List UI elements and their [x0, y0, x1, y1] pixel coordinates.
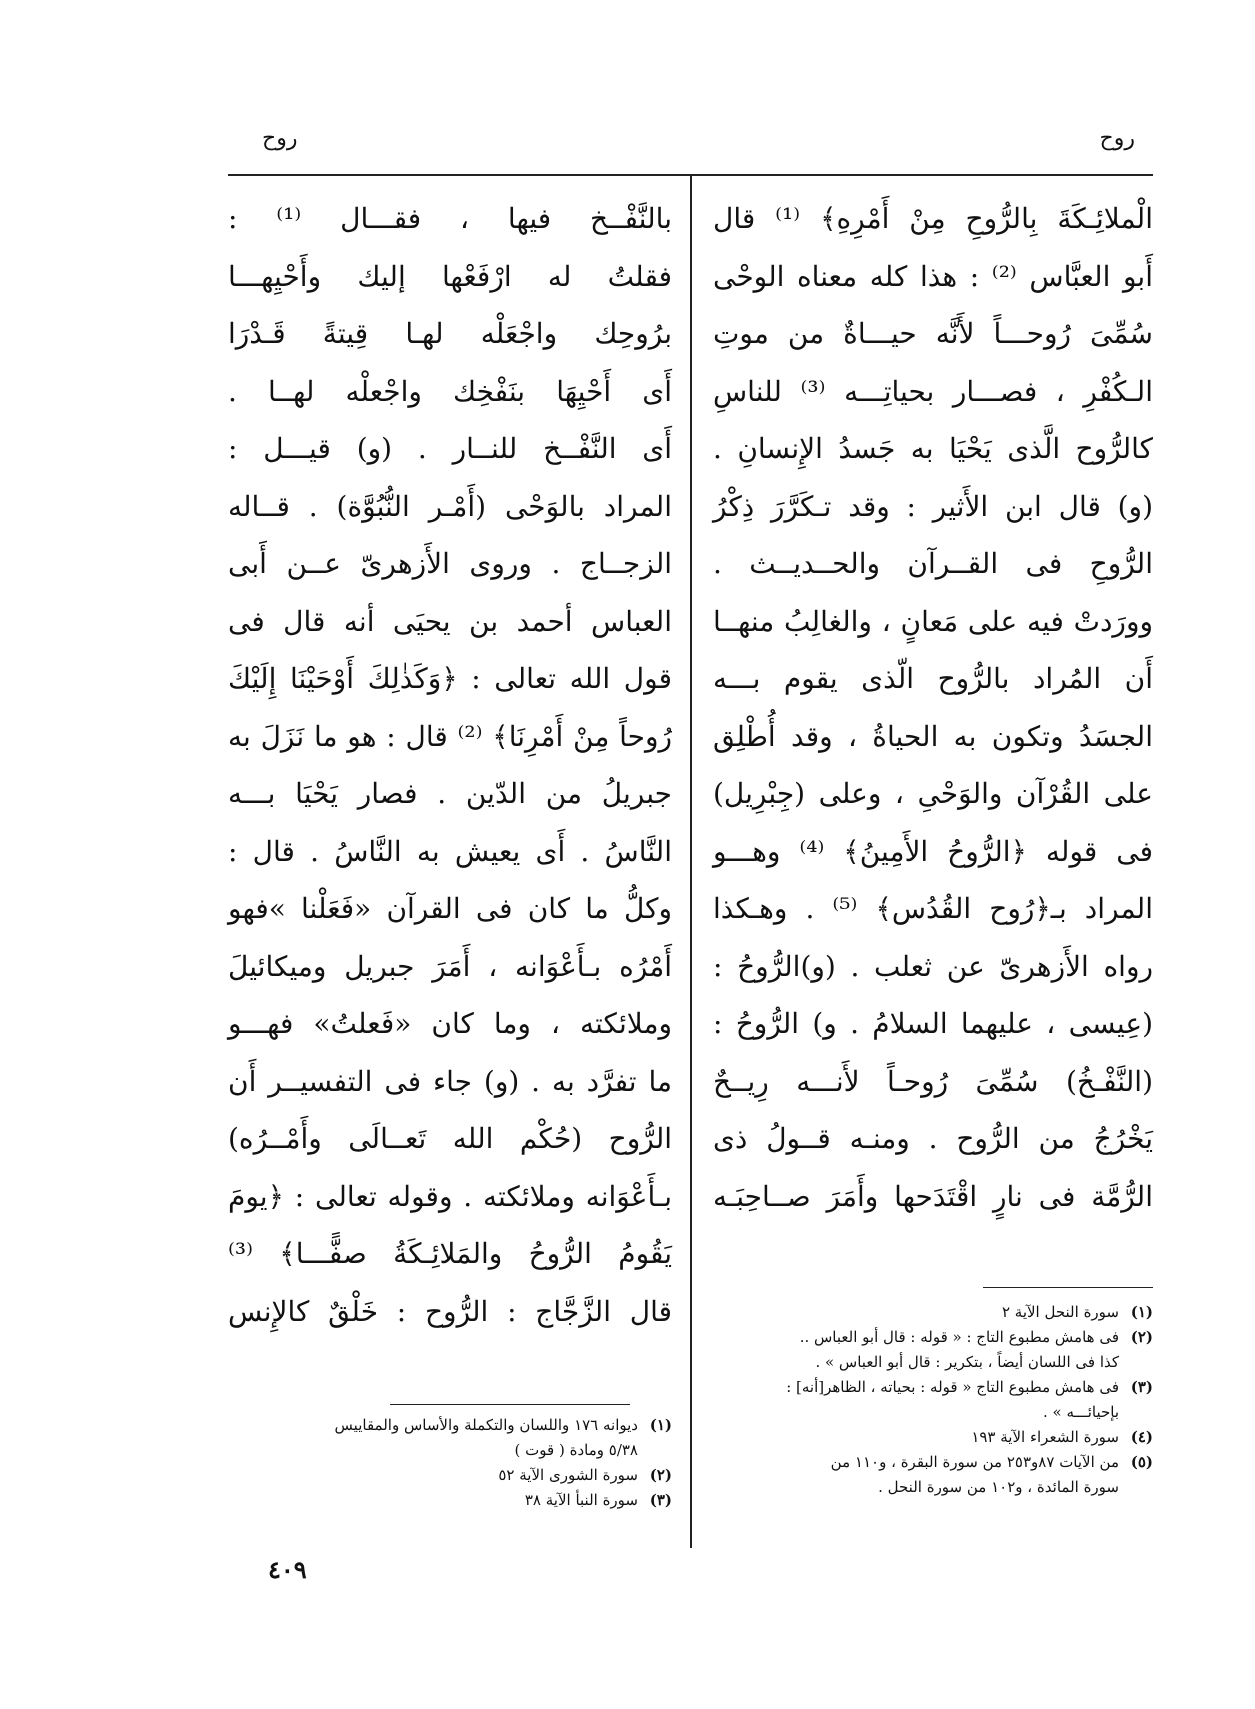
footnote [713, 1425, 1153, 1450]
footnote-text: ٥/٣٨ ومادة ( قوت ) [514, 1441, 638, 1459]
text-line: رواه الأَزهرىّ عن ثعلب . (و)الرُّوحُ : [713, 949, 1153, 983]
right-column-text [713, 190, 1153, 1225]
text-line: أَمْرُه بـأَعْوَانه ، أَمَرَ جبريل وميكائيلَ [228, 949, 672, 983]
text-line: برُوحِك واجْعَلْه لهـا قِيتةً قَـدْرَا [228, 317, 672, 350]
footnote-text: سورة المائدة ، و١٠٢ من سورة النحل . [878, 1478, 1119, 1496]
text-line: (و) قال ابن الأَثير : وقد تـكَرَّرَ ذِكْرُ [713, 489, 1153, 523]
running-header-right: روح [1099, 126, 1135, 151]
footnote-number: (١) [1130, 1303, 1153, 1321]
footnote-rule-left [390, 1404, 630, 1405]
footnote-text: فى هامش مطبوع التاج : « قوله : قال أبو العباس .. [799, 1328, 1119, 1346]
footnote-text: سورة النبأ الآية ٣٨ [524, 1491, 638, 1509]
text-line: العباس أحمد بن يحيَى أنه قال فى [228, 604, 672, 638]
text-line: أَن المُراد بالرُّوح الّذى يقوم بـــه [713, 662, 1153, 695]
footnote [228, 1488, 672, 1513]
footnotes-left [228, 1413, 672, 1513]
footnote-text: سورة الشعراء الآية ١٩٣ [971, 1428, 1119, 1446]
text-line: على القُرْآن والوَحْىِ ، وعلى (جِبْرِيل) [713, 777, 1153, 810]
footnote-text: من الآيات ٨٧و٢٥٣ من سورة البقرة ، و١١٠ من [830, 1453, 1119, 1471]
text-line: أَى أَحْيِهَا بنَفْخِك واجْعلْه لهــا . [228, 374, 672, 408]
text-line: قول الله تعالى : ﴿وَكَذٰلِكَ أَوْحَيْنَا إِلَيْكَ [228, 662, 672, 695]
text-line: المراد بـ﴿رُوح القُدُس﴾ ⁽⁵⁾ . وهـكذا [713, 892, 1153, 925]
footnote [228, 1413, 672, 1438]
footnote [228, 1438, 672, 1463]
text-line: الـكُفْرِ ، فصـــار بحياتِـــه ⁽³⁾ للناسِ [713, 374, 1153, 408]
text-line: النَّاسُ . أَى يعيش به النَّاسُ . قال : [228, 834, 672, 868]
text-line: يَخْرُجُ من الرُّوح . ومنـه قــولُ ذى [713, 1122, 1153, 1155]
text-line: الْملائِـكَةَ بِالرُّوحِ مِنْ أَمْرِهِ﴾ ⁽¹⁾ قال [713, 202, 1153, 235]
text-line: الزجــاج . وروى الأَزهرىّ عــن أَبى [228, 547, 672, 580]
running-header-left: روح [262, 126, 298, 151]
text-line: المراد بالوَحْى (أَمْـر النُّبُوَّة) . قــاله [228, 489, 672, 523]
text-line: رُوحاً مِنْ أَمْرِنَا﴾ ⁽²⁾ قال : هو ما نَزَلَ به [228, 719, 673, 753]
text-line: فقلتُ له ارْفَعْها إليك وأَحْيِهـــا [228, 259, 672, 293]
column-divider [690, 176, 692, 1548]
footnote-text: بإحيائـــه » . [1043, 1403, 1119, 1421]
footnote [713, 1450, 1153, 1475]
text-line: جبريلُ من الدّين . فصار يَحْيَا بـــه [228, 777, 672, 810]
footnote-rule-right [983, 1287, 1153, 1288]
footnote-number: (٤) [1130, 1428, 1153, 1446]
text-line: سُمِّىَ رُوحـــاً لأَنَّه حيـــاةٌ من موتِ [713, 317, 1153, 350]
text-line: الجسَدُ وتكون به الحياةُ ، وقد أُطْلِق [713, 719, 1153, 753]
footnote-text: سورة الشورى الآية ٥٢ [498, 1466, 638, 1484]
text-line: (النَّفْـخُ) سُمِّىَ رُوحـاً لأَنـــه رِيــحٌ [713, 1064, 1153, 1098]
text-line: وكلُّ ما كان فى القرآن «فَعَلْنا »فهو [228, 892, 672, 925]
text-line: الرُّوح (حُكْم الله تَعــالَى وأَمْــرُه) [228, 1122, 672, 1155]
footnote-text: كذا فى اللسان أيضاً ، بتكرير : قال أبو العباس » . [815, 1353, 1119, 1371]
text-line: أَبو العبَّاس ⁽²⁾ : هذا كله معناه الوحْى [713, 259, 1153, 293]
text-line: ما تفرَّد به . (و) جاء فى التفسيــر أَن [228, 1064, 672, 1098]
footnote-text: ديوانه ١٧٦ واللسان والتكملة والأساس والمقاييس [334, 1416, 638, 1434]
text-line: فى قوله ﴿الرُّوحُ الأَمِينُ﴾ ⁽⁴⁾ وهـــو [713, 834, 1153, 868]
footnote [713, 1375, 1153, 1400]
text-line: يَقُومُ الرُّوحُ والمَلائِـكَةُ صفًّـــا﴾ ⁽³⁾ [228, 1237, 672, 1270]
text-line: أَى النَّفْــخ للنــار . (و) قيـــل : [228, 432, 672, 465]
text-line: بـأَعْوَانه وملائكته . وقوله تعالى : ﴿يومَ [228, 1179, 672, 1213]
text-line: الرُّمَّة فى نارٍ اقْتَدَحها وأَمَرَ صــاحِبَـه [713, 1179, 1153, 1213]
text-line: قال الزَّجَّاج : الرُّوح : خَلْقٌ كالإِنس [228, 1294, 672, 1328]
footnote [713, 1350, 1153, 1375]
text-line: وورَدتْ فيه على مَعانٍ ، والغالِبُ منهــا [713, 604, 1153, 638]
footnote [713, 1300, 1153, 1325]
text-line: الرُّوحِ فى القــرآن والحــديــث . [713, 547, 1153, 580]
footnote [228, 1463, 672, 1488]
footnote-text: سورة النحل الآية ٢ [1001, 1303, 1119, 1321]
text-line: بالنَّفْــخ فيها ، فقـــال ⁽¹⁾ : [228, 202, 672, 235]
footnote-number: (٢) [649, 1466, 672, 1484]
footnote-number: (٥) [1130, 1453, 1153, 1471]
footnote-number: (١) [649, 1416, 672, 1434]
left-column-text [228, 190, 672, 1340]
text-line: كالرُّوح الَّذى يَحْيَا به جَسدُ الإِنسانِ . [713, 432, 1153, 465]
footnote [713, 1400, 1153, 1425]
footnote [713, 1475, 1153, 1500]
page-number: ٤٠٩ [268, 1555, 307, 1584]
footnote-number: (٢) [1130, 1328, 1153, 1346]
footnote [713, 1325, 1153, 1350]
footnote-number: (٣) [649, 1491, 672, 1509]
footnotes-right [713, 1300, 1153, 1500]
text-line: (عِيسى ، عليهما السلامُ . و) الرُّوحُ : [713, 1007, 1153, 1040]
footnote-text: فى هامش مطبوع التاج « قوله : بحياته ، الظاهر[أنه] : [786, 1378, 1119, 1396]
text-line: وملائكته ، وما كان «فَعلتُ» فهـــو [228, 1007, 672, 1040]
footnote-number: (٣) [1130, 1378, 1153, 1396]
